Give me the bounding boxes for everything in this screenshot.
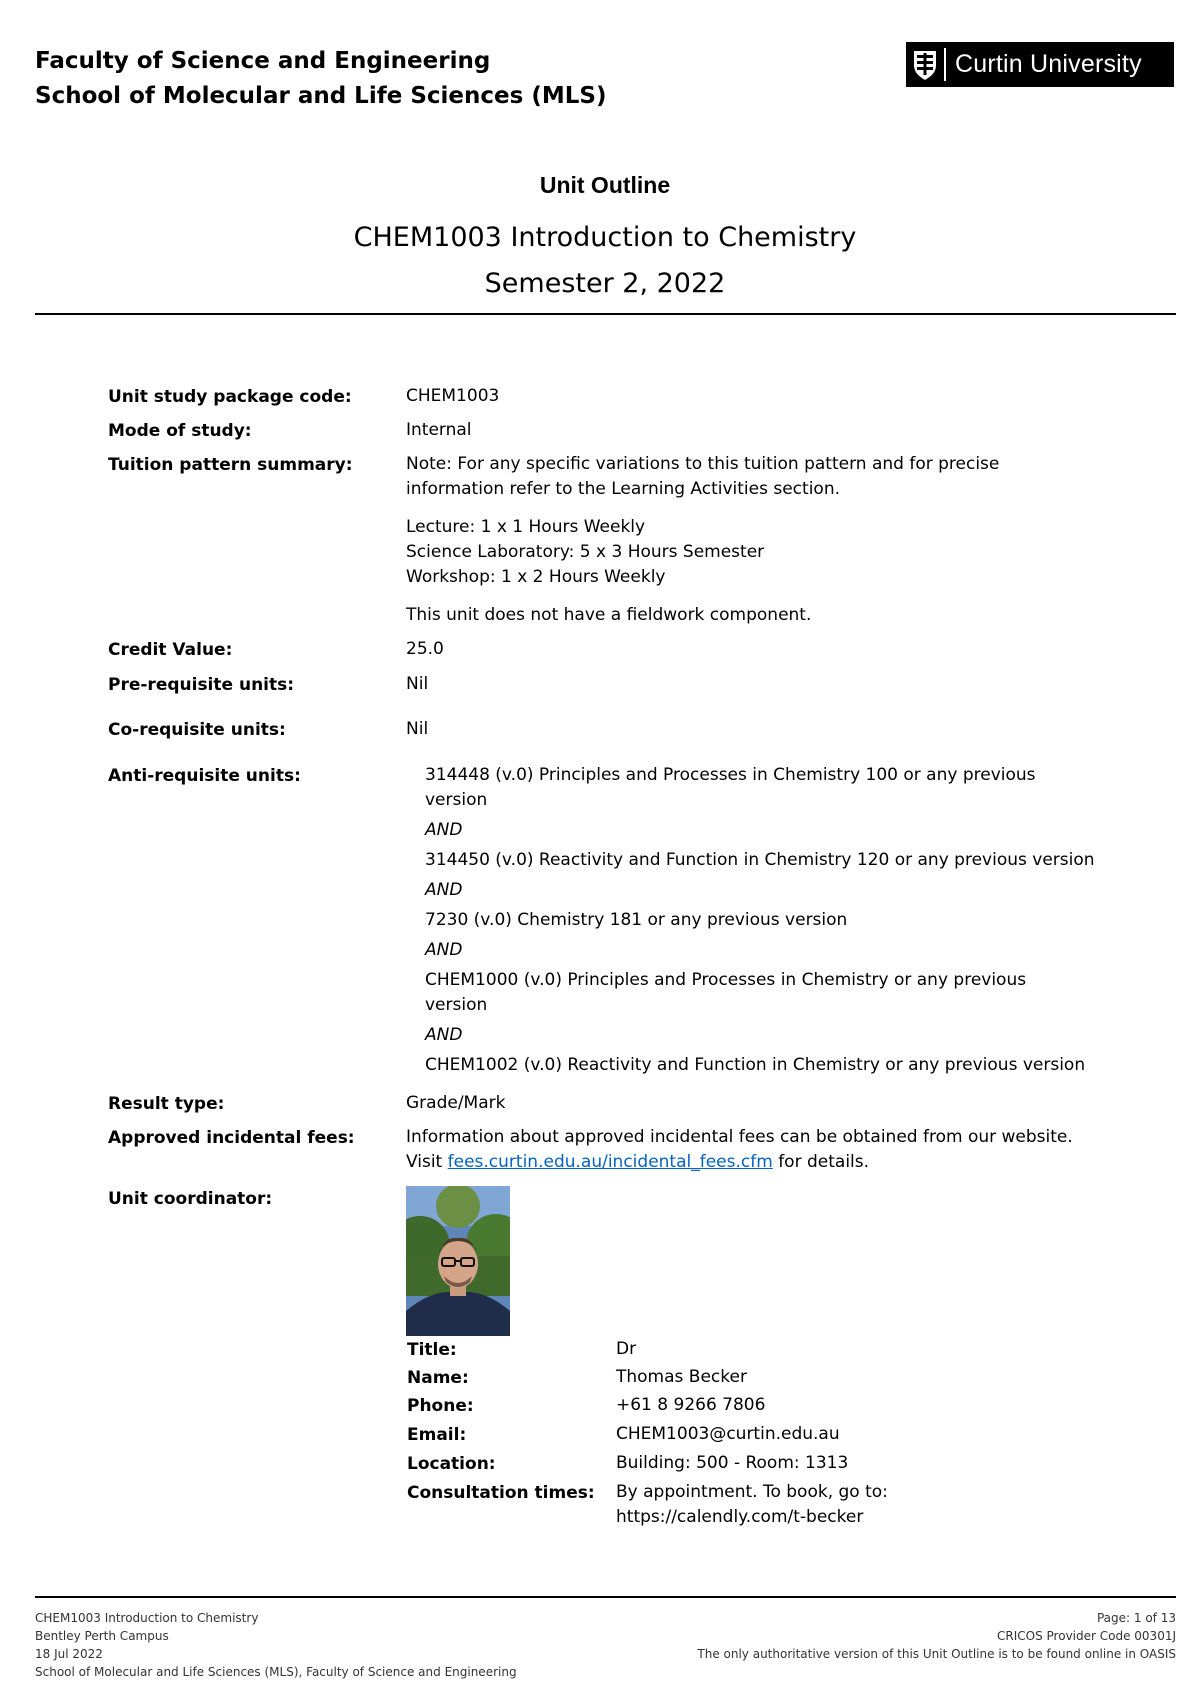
tuition-note-line1: Note: For any specific variations to this tuition pattern and for precise <box>406 454 1000 474</box>
semester-title: Semester 2, 2022 <box>484 268 726 299</box>
tuition-label: Tuition pattern summary: <box>108 455 353 475</box>
fees-visit-line <box>406 1150 869 1175</box>
footer-unit: CHEM1003 Introduction to Chemistry <box>35 1611 259 1625</box>
coord-location-value: Building: 500 - Room: 1313 <box>616 1453 849 1473</box>
antireq-and: AND <box>425 880 463 900</box>
faculty-header <box>35 44 606 114</box>
coord-name-value: Thomas Becker <box>616 1367 747 1387</box>
result-type-label: Result type: <box>108 1094 225 1114</box>
credit-value: 25.0 <box>406 639 444 659</box>
fees-info: Information about approved incidental fees can be obtained from our website. <box>406 1127 1073 1147</box>
antireq-item-2: 314450 (v.0) Reactivity and Function in Chemistry 120 or any previous version <box>425 850 1095 870</box>
antireq-item-1-line2: version <box>425 790 488 810</box>
coord-email-value: CHEM1003@curtin.edu.au <box>616 1424 840 1444</box>
footer-campus: Bentley Perth Campus <box>35 1629 169 1643</box>
footer-left <box>35 1609 517 1681</box>
coordinator-photo <box>406 1186 510 1336</box>
fees-visit-text: Visit <box>406 1152 448 1172</box>
antireq-and: AND <box>425 820 463 840</box>
result-type-value: Grade/Mark <box>406 1093 506 1113</box>
fees-label: Approved incidental fees: <box>108 1128 355 1148</box>
coord-consult-line1: By appointment. To book, go to: <box>616 1482 888 1502</box>
coord-phone-value: +61 8 9266 7806 <box>616 1395 766 1415</box>
antireq-label: Anti-requisite units: <box>108 766 301 786</box>
package-code-value: CHEM1003 <box>406 386 500 406</box>
antireq-item-4-line2: version <box>425 995 488 1015</box>
coord-name-label: Name: <box>407 1368 469 1388</box>
coordinator-label: Unit coordinator: <box>108 1189 273 1209</box>
footer-authority: The only authoritative version of this Unit Outline is to be found online in OASIS <box>697 1647 1176 1661</box>
footer-page: Page: 1 of 13 <box>1096 1611 1176 1625</box>
coord-email-label: Email: <box>407 1425 467 1445</box>
school-name: School of Molecular and Life Sciences (MLS) <box>35 83 607 109</box>
coord-title-label: Title: <box>407 1340 457 1360</box>
footer-date: 18 Jul 2022 <box>35 1647 103 1661</box>
faculty-name: Faculty of Science and Engineering <box>35 48 491 74</box>
credit-label: Credit Value: <box>108 640 233 660</box>
tuition-note-line2: information refer to the Learning Activities section. <box>406 479 840 499</box>
logo-text: Curtin University <box>955 50 1142 78</box>
coord-consult-label: Consultation times: <box>407 1483 595 1503</box>
coord-title-value: Dr <box>616 1339 637 1359</box>
prereq-label: Pre-requisite units: <box>108 675 295 695</box>
lab-pattern: Science Laboratory: 5 x 3 Hours Semester <box>406 542 765 562</box>
fees-tail-text: for details. <box>772 1152 870 1172</box>
logo-divider <box>944 48 946 81</box>
footer-school: School of Molecular and Life Sciences (MLS), Faculty of Science and Engineering <box>35 1665 517 1679</box>
antireq-and: AND <box>425 1025 463 1045</box>
fieldwork-note: This unit does not have a fieldwork component. <box>406 605 812 625</box>
coord-location-label: Location: <box>407 1454 496 1474</box>
coord-consult-line2: https://calendly.com/t-becker <box>616 1507 864 1527</box>
coreq-value: Nil <box>406 719 429 739</box>
unit-title: CHEM1003 Introduction to Chemistry <box>353 222 857 253</box>
package-code-label: Unit study package code: <box>108 387 352 407</box>
mode-label: Mode of study: <box>108 421 252 441</box>
lecture-pattern: Lecture: 1 x 1 Hours Weekly <box>406 517 646 537</box>
title-divider <box>35 313 1176 315</box>
prereq-value: Nil <box>406 674 429 694</box>
coreq-label: Co-requisite units: <box>108 720 286 740</box>
antireq-item-4-line1: CHEM1000 (v.0) Principles and Processes in Chemistry or any previous <box>425 970 1027 990</box>
fees-link[interactable]: fees.curtin.edu.au/incidental_fees.cfm <box>447 1152 773 1172</box>
antireq-and: AND <box>425 940 463 960</box>
antireq-item-3: 7230 (v.0) Chemistry 181 or any previous version <box>425 910 848 930</box>
coord-phone-label: Phone: <box>407 1396 474 1416</box>
document-heading: Unit Outline <box>539 172 671 198</box>
footer-right <box>697 1609 1176 1663</box>
workshop-pattern: Workshop: 1 x 2 Hours Weekly <box>406 567 666 587</box>
footer-divider <box>35 1596 1176 1598</box>
footer-cricos: CRICOS Provider Code 00301J <box>997 1629 1176 1643</box>
crest-icon <box>906 42 944 87</box>
antireq-item-1-line1: 314448 (v.0) Principles and Processes in Chemistry 100 or any previous <box>425 765 1036 785</box>
mode-value: Internal <box>406 420 472 440</box>
curtin-logo <box>906 42 1174 87</box>
antireq-item-5: CHEM1002 (v.0) Reactivity and Function in Chemistry or any previous version <box>425 1055 1086 1075</box>
